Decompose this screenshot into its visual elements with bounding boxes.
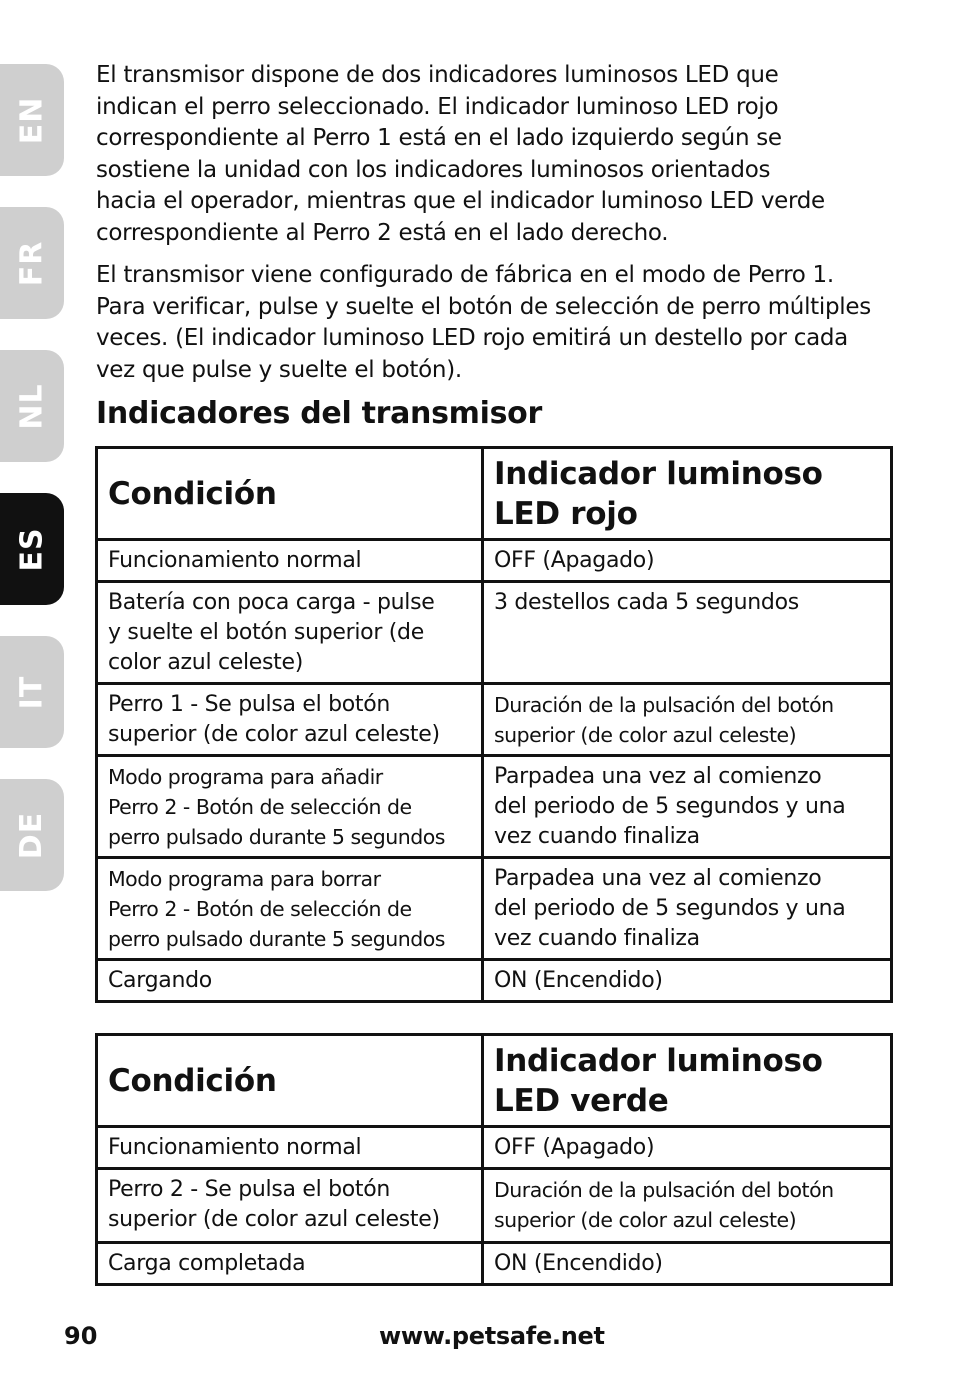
text-line: El transmisor viene configurado de fábrica en el modo de Perro 1. (96, 262, 834, 288)
condition-cell: Funcionamiento normal (97, 1127, 483, 1169)
indicator-cell: ON (Encendido) (483, 960, 892, 1002)
text-line: sostiene la unidad con los indicadores luminosos orientados (96, 156, 771, 183)
table-row (97, 960, 892, 1002)
table-row (97, 1243, 892, 1285)
condition-cell: Perro 2 - Se pulsa el botón superior (de color azul celeste) (97, 1169, 483, 1243)
intro-paragraph (96, 60, 896, 250)
condition-header: Condición (97, 448, 483, 540)
condition-cell: Modo programa para borrar Perro 2 - Botón de selección de perro pulsado durante 5 segundos (97, 858, 483, 960)
language-tab-de[interactable] (0, 779, 64, 891)
language-tab-label: ES (14, 526, 50, 572)
section-heading: Indicadores del transmisor (96, 396, 542, 431)
text-line: correspondiente al Perro 1 está en el lado izquierdo según se (96, 125, 782, 152)
language-tab-fr[interactable] (0, 207, 64, 319)
indicator-cell: Parpadea una vez al comienzo del periodo de 5 segundos y una vez cuando finaliza (483, 756, 892, 858)
text-line: Para verificar, pulse y suelte el botón de selección de perro múltiples (96, 293, 871, 320)
language-tab-label: FR (14, 240, 50, 286)
indicator-cell: Parpadea una vez al comienzo del periodo de 5 segundos y una vez cuando finaliza (483, 858, 892, 960)
text-line: correspondiente al Perro 2 está en el lado derecho. (96, 219, 669, 246)
condition-cell: Carga completada (97, 1243, 483, 1285)
condition-cell: Perro 1 - Se pulsa el botón superior (de color azul celeste) (97, 684, 483, 756)
language-tab-label: NL (14, 382, 50, 430)
language-tab-it[interactable] (0, 636, 64, 748)
table-row (97, 1169, 892, 1243)
indicator-cell: OFF (Apagado) (483, 1127, 892, 1169)
indicator-cell: Duración de la pulsación del botón superior (de color azul celeste) (483, 1169, 892, 1243)
condition-cell: Modo programa para añadir Perro 2 - Botón de selección de perro pulsado durante 5 segundos (97, 756, 483, 858)
table-row (97, 858, 892, 960)
text-line: hacia el operador, mientras que el indicador luminoso LED verde (96, 188, 825, 215)
indicator-cell: Duración de la pulsación del botón superior (de color azul celeste) (483, 684, 892, 756)
green-led-table (95, 1033, 893, 1286)
language-tab-en[interactable] (0, 64, 64, 176)
indicator-cell: ON (Encendido) (483, 1243, 892, 1285)
website-link[interactable]: www.petsafe.net (379, 1322, 605, 1350)
language-tab-label: EN (14, 96, 50, 144)
language-tab-label: IT (14, 675, 50, 709)
text-line: vez que pulse y suelte el botón). (96, 356, 462, 383)
indicator-header: Indicador luminoso LED rojo (483, 448, 892, 540)
language-tab-es[interactable] (0, 493, 64, 605)
text-line: El transmisor dispone de dos indicadores luminosos LED que (96, 62, 779, 88)
table-row (97, 756, 892, 858)
page-number: 90 (64, 1322, 98, 1350)
table-row (97, 684, 892, 756)
table-row (97, 540, 892, 582)
table-header-row (97, 1035, 892, 1127)
condition-cell: Batería con poca carga - pulse y suelte el botón superior (de color azul celeste) (97, 582, 483, 684)
condition-cell: Cargando (97, 960, 483, 1002)
condition-header: Condición (97, 1035, 483, 1127)
language-tab-nl[interactable] (0, 350, 64, 462)
table-header-row (97, 448, 892, 540)
table-row (97, 582, 892, 684)
red-led-table (95, 446, 893, 1003)
table-row (97, 1127, 892, 1169)
text-line: veces. (El indicador luminoso LED rojo emitirá un destello por cada (96, 325, 848, 352)
condition-cell: Funcionamiento normal (97, 540, 483, 582)
indicator-cell: 3 destellos cada 5 segundos (483, 582, 892, 684)
indicator-cell: OFF (Apagado) (483, 540, 892, 582)
default-mode-paragraph (96, 260, 896, 386)
indicator-header: Indicador luminoso LED verde (483, 1035, 892, 1127)
text-line: indican el perro seleccionado. El indicador luminoso LED rojo (96, 93, 779, 120)
language-tab-label: DE (14, 811, 50, 859)
